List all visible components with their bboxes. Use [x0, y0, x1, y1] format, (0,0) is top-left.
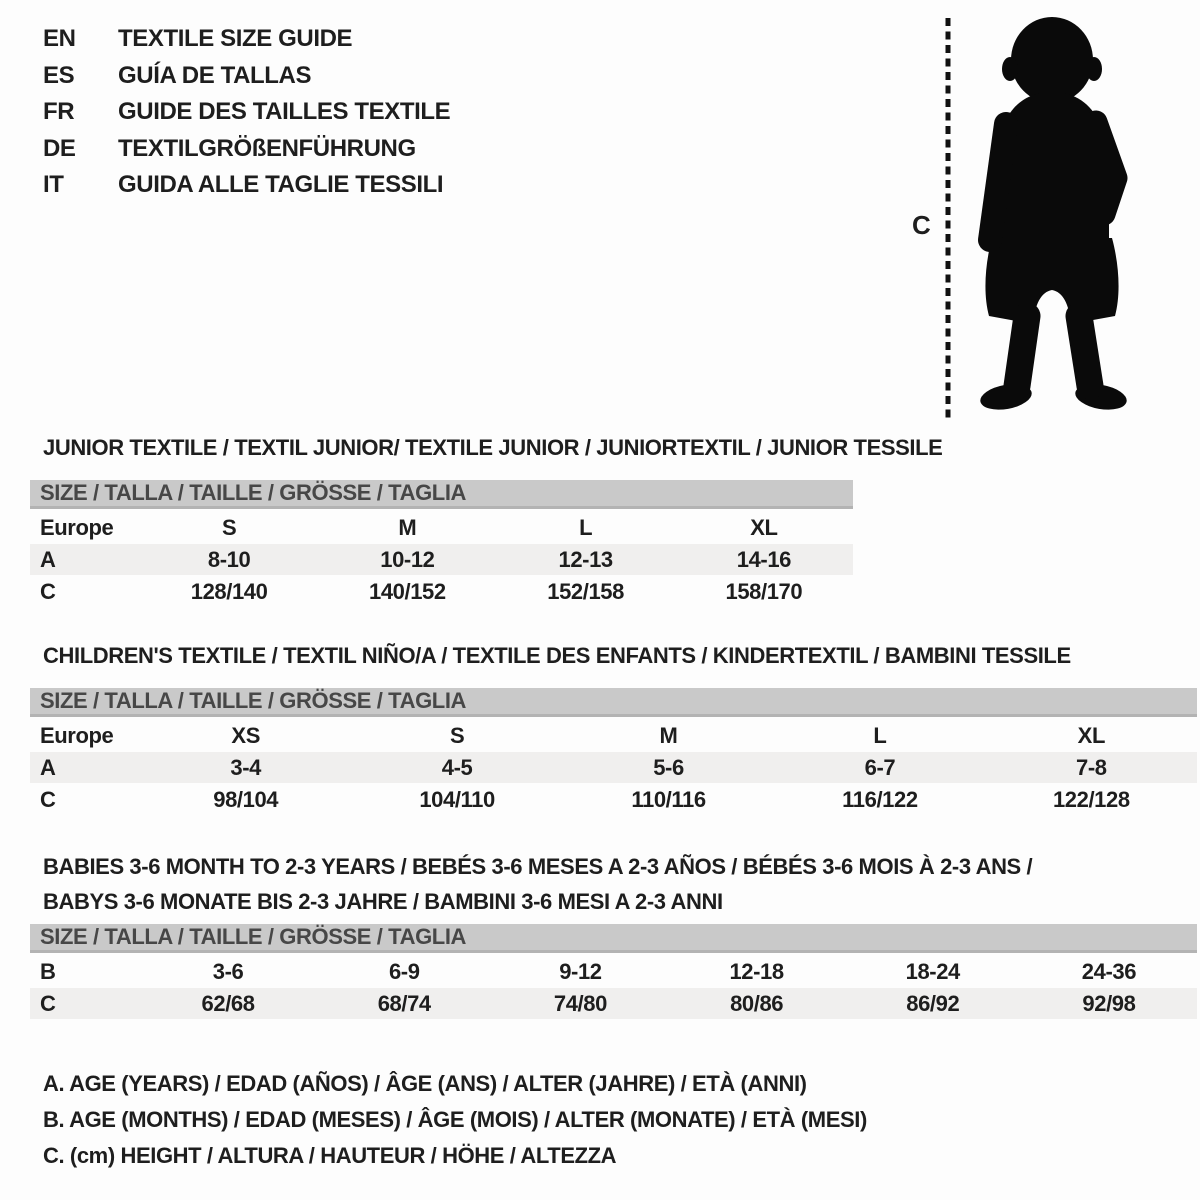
section-title-line: BABIES 3-6 MONTH TO 2-3 YEARS / BEBÉS 3-6 MESES A 2-3 AÑOS / BÉBÉS 3-6 MOIS À 2-3 ANS /	[43, 854, 1033, 879]
section-title	[43, 430, 943, 465]
language-title: GUIDA ALLE TAGLIE TESSILI	[118, 171, 444, 198]
table-cell: 7-8	[1076, 755, 1107, 780]
table-cell: 68/74	[377, 991, 431, 1016]
table-row	[30, 544, 853, 575]
table-cell: 128/140	[190, 579, 268, 604]
table-header-bar	[30, 688, 1197, 717]
table-header-label: SIZE / TALLA / TAILLE / GRÖSSE / TAGLIA	[40, 924, 467, 949]
table-cell: 3-4	[230, 755, 261, 780]
table-cell: 8-10	[207, 547, 251, 572]
table-cell: 110/116	[631, 787, 706, 812]
language-code: DE	[43, 134, 76, 162]
table-cell: XL	[750, 515, 778, 540]
language-row	[43, 167, 450, 204]
table-cell: 4-5	[441, 755, 473, 780]
junior-size-table	[30, 480, 853, 607]
language-title: TEXTILGRÖßENFÜHRUNG	[118, 134, 416, 162]
language-row	[43, 131, 450, 168]
legend-line: C. (cm) HEIGHT / ALTURA / HAUTEUR / HÖHE / ALTEZZA	[43, 1143, 617, 1168]
section-title	[43, 638, 1197, 673]
legend-line: A. AGE (YEARS) / EDAD (AÑOS) / ÂGE (ANS) / ALTER (JAHRE) / ETÀ (ANNI)	[43, 1071, 807, 1096]
measure-c-label: C	[912, 210, 931, 240]
table-header-bar	[30, 480, 853, 509]
table-cell: 5-6	[653, 755, 684, 780]
section-babies-textile	[30, 849, 1197, 1019]
language-list	[43, 21, 450, 204]
legend	[43, 1066, 867, 1174]
row-label: A	[40, 755, 56, 780]
table-cell: 104/110	[419, 787, 495, 812]
table-cell: 152/158	[547, 579, 624, 604]
table-row	[30, 784, 1197, 815]
section-title-line: CHILDREN'S TEXTILE / TEXTIL NIÑO/A / TEXTILE DES ENFANTS / KINDERTEXTIL / BAMBINI TESSILE	[43, 643, 1071, 668]
table-header-label: SIZE / TALLA / TAILLE / GRÖSSE / TAGLIA	[40, 688, 467, 713]
table-cell: 92/98	[1082, 991, 1136, 1016]
language-code: IT	[43, 171, 64, 198]
language-code: FR	[43, 98, 75, 125]
table-cell: 80/86	[730, 991, 784, 1016]
table-cell: 18-24	[905, 959, 960, 984]
table-header-label: SIZE / TALLA / TAILLE / GRÖSSE / TAGLIA	[40, 480, 467, 505]
table-cell: XL	[1077, 723, 1105, 748]
table-row	[30, 956, 1197, 987]
table-row	[30, 752, 1197, 783]
section-childrens-textile	[30, 638, 1197, 815]
section-title-line: JUNIOR TEXTILE / TEXTIL JUNIOR/ TEXTILE JUNIOR / JUNIORTEXTIL / JUNIOR TESSILE	[43, 435, 943, 460]
table-cell: XS	[231, 723, 260, 748]
table-cell: 9-12	[559, 959, 602, 984]
table-cell: S	[221, 515, 237, 540]
row-label: C	[40, 991, 56, 1016]
table-cell: 62/68	[201, 991, 255, 1016]
language-code: EN	[43, 25, 76, 52]
table-rows	[30, 720, 1197, 815]
language-title: TEXTILE SIZE GUIDE	[118, 25, 353, 52]
table-row	[30, 512, 853, 543]
table-cell: 12-18	[729, 959, 784, 984]
babies-size-table	[30, 924, 1197, 1019]
row-label: C	[40, 579, 56, 604]
table-cell: 86/92	[906, 991, 960, 1016]
row-label: Europe	[40, 515, 114, 540]
table-row	[30, 988, 1197, 1019]
table-cell: 24-36	[1081, 959, 1137, 984]
language-row	[43, 58, 450, 95]
table-header-bar	[30, 924, 1197, 953]
table-cell: 140/152	[369, 579, 446, 604]
table-cell: M	[659, 723, 678, 748]
language-row	[43, 94, 450, 131]
toddler-silhouette-icon	[966, 16, 1141, 416]
table-cell: 12-13	[558, 547, 613, 572]
children-size-table	[30, 688, 1197, 815]
table-cell: 116/122	[842, 787, 918, 812]
table-cell: 3-6	[212, 959, 244, 984]
table-row	[30, 720, 1197, 751]
section-title-line: BABYS 3-6 MONATE BIS 2-3 JAHRE / BAMBINI 3-6 MESI A 2-3 ANNI	[43, 889, 723, 914]
height-measure-figure	[900, 14, 1180, 426]
table-cell: 98/104	[213, 787, 279, 812]
table-cell: S	[449, 723, 465, 748]
table-cell: 74/80	[553, 991, 607, 1016]
table-cell: L	[873, 723, 887, 748]
table-rows	[30, 512, 853, 607]
language-title: GUIDE DES TAILLES TEXTILE	[118, 98, 451, 125]
table-rows	[30, 956, 1197, 1019]
section-title	[43, 849, 1197, 919]
table-cell: 158/170	[725, 579, 803, 604]
row-label: Europe	[40, 723, 114, 748]
language-code: ES	[43, 61, 75, 89]
table-cell: 122/128	[1052, 787, 1130, 812]
row-label: B	[40, 959, 56, 984]
table-cell: 14-16	[736, 547, 792, 572]
table-cell: M	[398, 515, 417, 540]
table-row	[30, 576, 853, 607]
table-cell: 6-9	[388, 959, 420, 984]
table-cell: 10-12	[380, 547, 435, 572]
height-dashed-line	[944, 18, 952, 420]
language-title: GUÍA DE TALLAS	[118, 61, 312, 89]
row-label: C	[40, 787, 56, 812]
row-label: A	[40, 547, 56, 572]
legend-line: B. AGE (MONTHS) / EDAD (MESES) / ÂGE (MOIS) / ALTER (MONATE) / ETÀ (MESI)	[43, 1107, 867, 1132]
language-row	[43, 21, 450, 58]
table-cell: L	[579, 515, 593, 540]
table-cell: 6-7	[864, 755, 896, 780]
section-junior-textile	[30, 430, 943, 607]
